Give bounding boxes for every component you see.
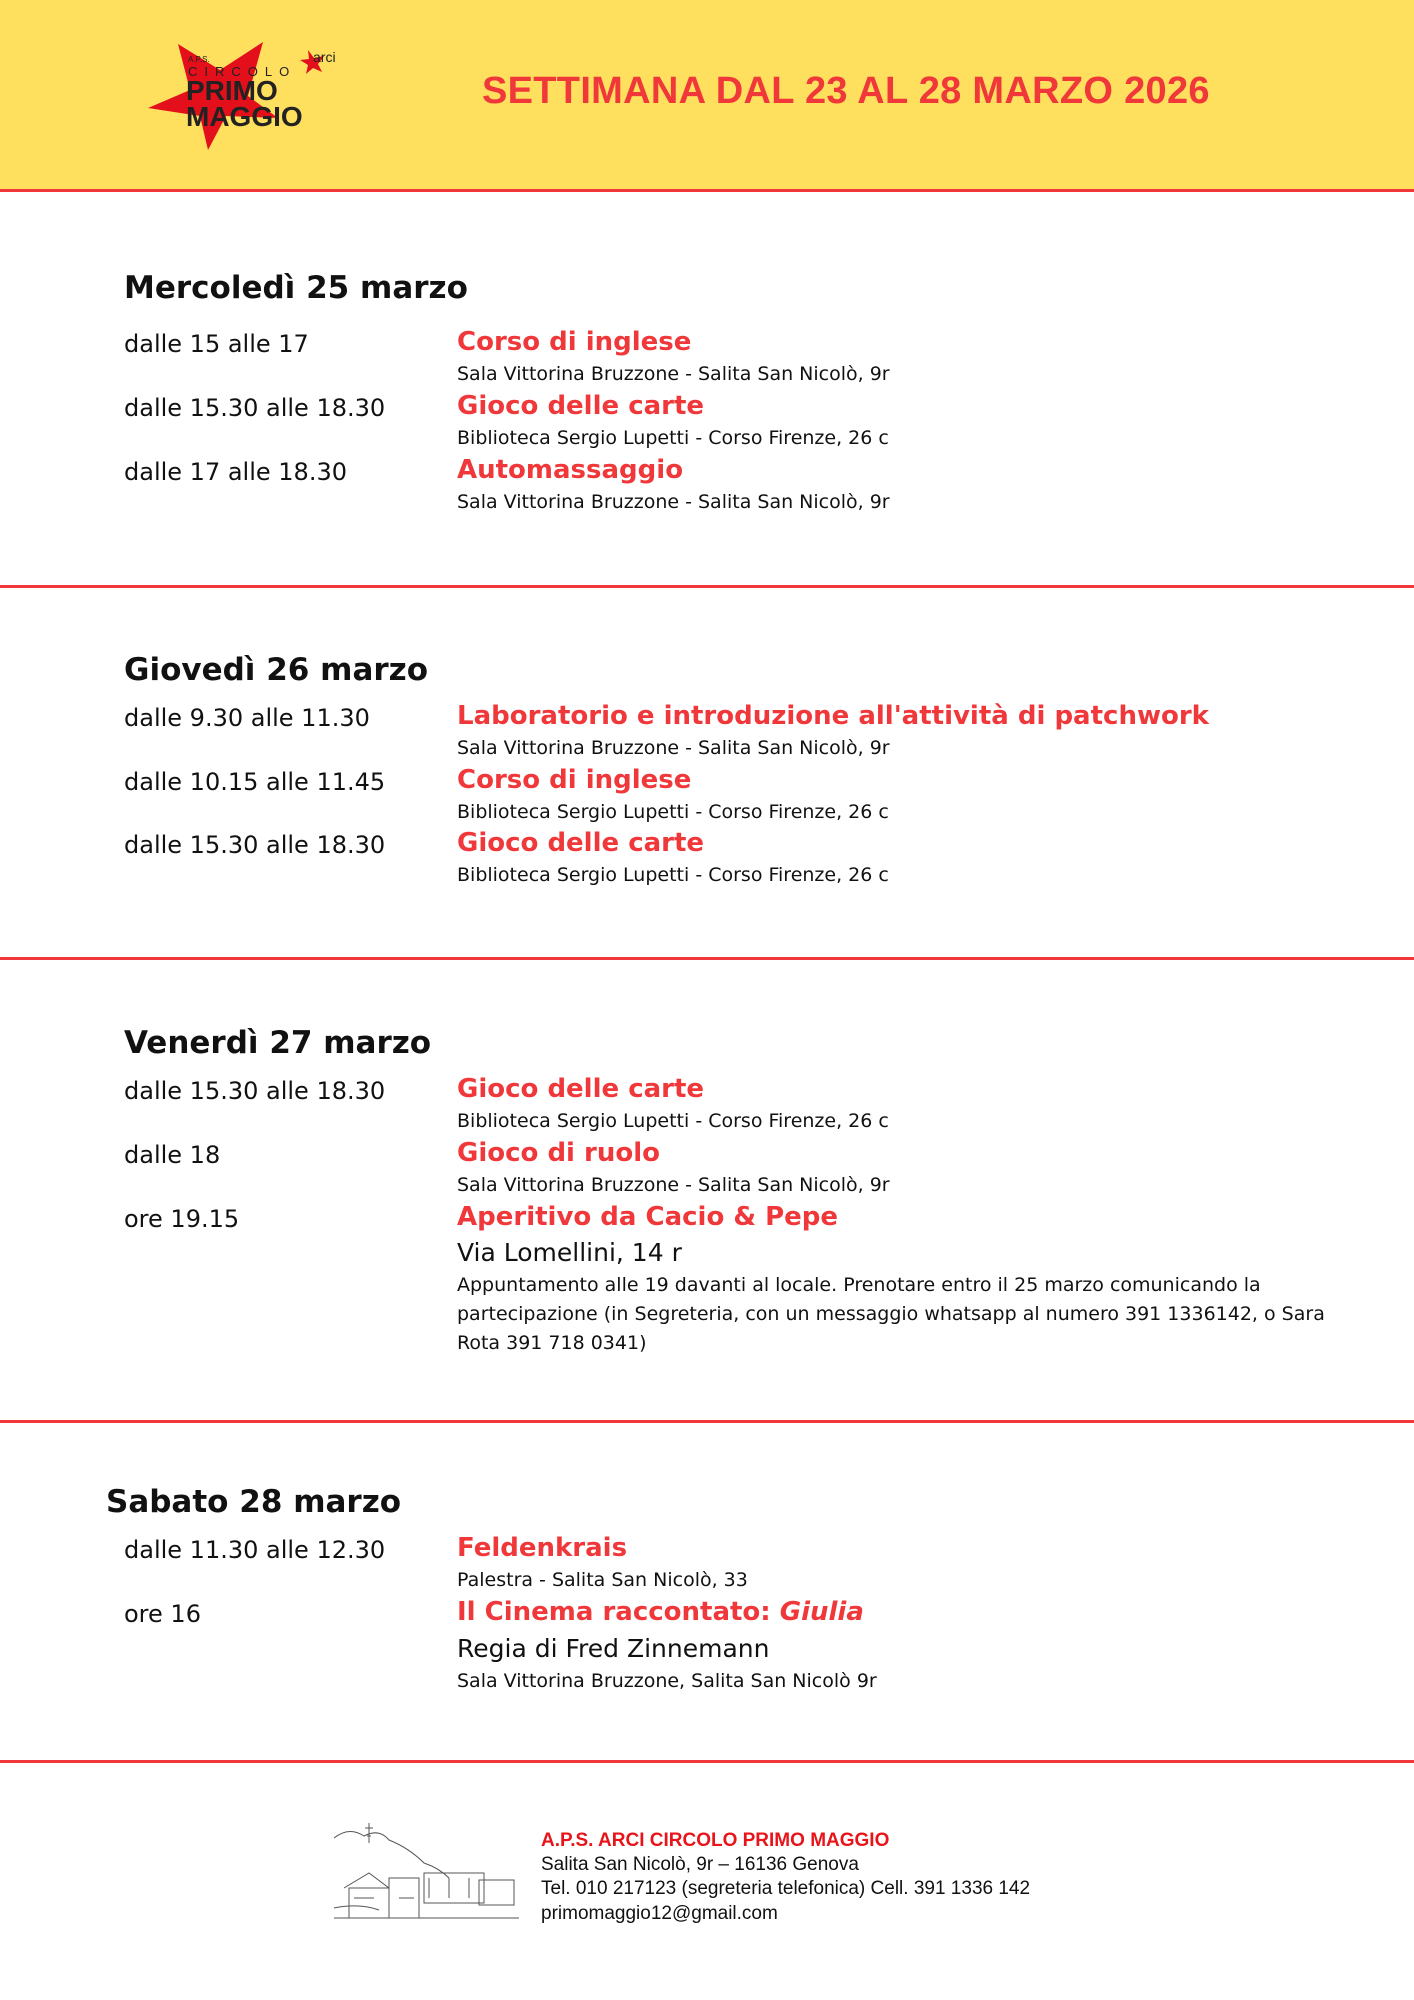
event-title: Gioco delle carte <box>457 1074 705 1104</box>
event-title: Corso di inglese <box>457 765 692 795</box>
day-heading: Mercoledì 25 marzo <box>124 270 468 306</box>
event-address: Via Lomellini, 14 r <box>457 1238 682 1267</box>
event-location: Biblioteca Sergio Lupetti - Corso Firenze, 26 c <box>457 1110 889 1132</box>
event-location: Biblioteca Sergio Lupetti - Corso Firenze, 26 c <box>457 864 889 886</box>
svg-text:arci: arci <box>313 49 336 65</box>
divider <box>0 957 1414 960</box>
event-location: Sala Vittorina Bruzzone, Salita San Nicolò 9r <box>457 1670 877 1692</box>
day-heading: Venerdì 27 marzo <box>124 1025 432 1061</box>
footer-email[interactable]: primomaggio12@gmail.com <box>541 1903 778 1924</box>
event-time: dalle 15 alle 17 <box>124 330 309 358</box>
event-time: dalle 15.30 alle 18.30 <box>124 1077 386 1105</box>
event-location: Biblioteca Sergio Lupetti - Corso Firenze, 26 c <box>457 427 889 449</box>
event-location: Sala Vittorina Bruzzone - Salita San Nicolò, 9r <box>457 491 890 513</box>
circolo-primo-maggio-logo <box>148 38 348 153</box>
event-time: ore 19.15 <box>124 1205 240 1233</box>
divider <box>0 1420 1414 1423</box>
divider <box>0 1760 1414 1763</box>
page-title: SETTIMANA DAL 23 AL 28 MARZO 2026 <box>482 70 1210 112</box>
header-band <box>0 0 1414 192</box>
event-time: dalle 15.30 alle 18.30 <box>124 394 386 422</box>
svg-text:MAGGIO: MAGGIO <box>186 101 303 132</box>
event-title: Gioco delle carte <box>457 828 705 858</box>
svg-text:A.P.S.: A.P.S. <box>188 55 210 64</box>
footer-address: Salita San Nicolò, 9r – 16136 Genova <box>541 1854 859 1875</box>
svg-text:PRIMO: PRIMO <box>186 75 278 106</box>
event-time: dalle 9.30 alle 11.30 <box>124 704 370 732</box>
event-note: Appuntamento alle 19 davanti al locale. Prenotare entro il 25 marzo comunicando la partecipazione (in Segreteria, con un messaggio whatsapp al numero 391 1336142, o Sara Rota 391 718 0341) <box>457 1274 1325 1354</box>
divider <box>0 585 1414 588</box>
event-title: Gioco di ruolo <box>457 1138 660 1168</box>
event-location: Sala Vittorina Bruzzone - Salita San Nicolò, 9r <box>457 363 890 385</box>
event-time: dalle 10.15 alle 11.45 <box>124 768 386 796</box>
event-time: dalle 18 <box>124 1141 221 1169</box>
svg-text:CIRCOLO: CIRCOLO <box>188 64 297 79</box>
day-heading: Giovedì 26 marzo <box>124 652 428 688</box>
event-time: dalle 11.30 alle 12.30 <box>124 1536 386 1564</box>
event-title: Gioco delle carte <box>457 391 705 421</box>
event-location: Biblioteca Sergio Lupetti - Corso Firenze, 26 c <box>457 801 889 823</box>
event-title: Aperitivo da Cacio & Pepe <box>457 1202 839 1232</box>
footer-phone: Tel. 010 217123 (segreteria telefonica) Cell. 391 1336 142 <box>541 1878 1031 1899</box>
genova-sketch-illustration <box>329 1818 524 1926</box>
event-director: Regia di Fred Zinnemann <box>457 1634 770 1663</box>
event-title <box>457 1597 864 1627</box>
event-location: Sala Vittorina Bruzzone - Salita San Nicolò, 9r <box>457 1174 890 1196</box>
event-time: dalle 15.30 alle 18.30 <box>124 831 386 859</box>
event-title: Automassaggio <box>457 455 684 485</box>
film-title: Giulia <box>779 1597 864 1627</box>
footer-org-name: A.P.S. ARCI CIRCOLO PRIMO MAGGIO <box>541 1830 890 1851</box>
day-heading: Sabato 28 marzo <box>106 1484 402 1520</box>
event-title: Corso di inglese <box>457 327 692 357</box>
event-time: ore 16 <box>124 1600 201 1628</box>
event-title: Feldenkrais <box>457 1533 628 1563</box>
event-title: Laboratorio e introduzione all'attività di patchwork <box>457 701 1209 731</box>
event-location: Palestra - Salita San Nicolò, 33 <box>457 1569 748 1591</box>
event-title-prefix: Il Cinema raccontato: <box>457 1597 780 1627</box>
event-time: dalle 17 alle 18.30 <box>124 458 347 486</box>
event-location: Sala Vittorina Bruzzone - Salita San Nicolò, 9r <box>457 737 890 759</box>
